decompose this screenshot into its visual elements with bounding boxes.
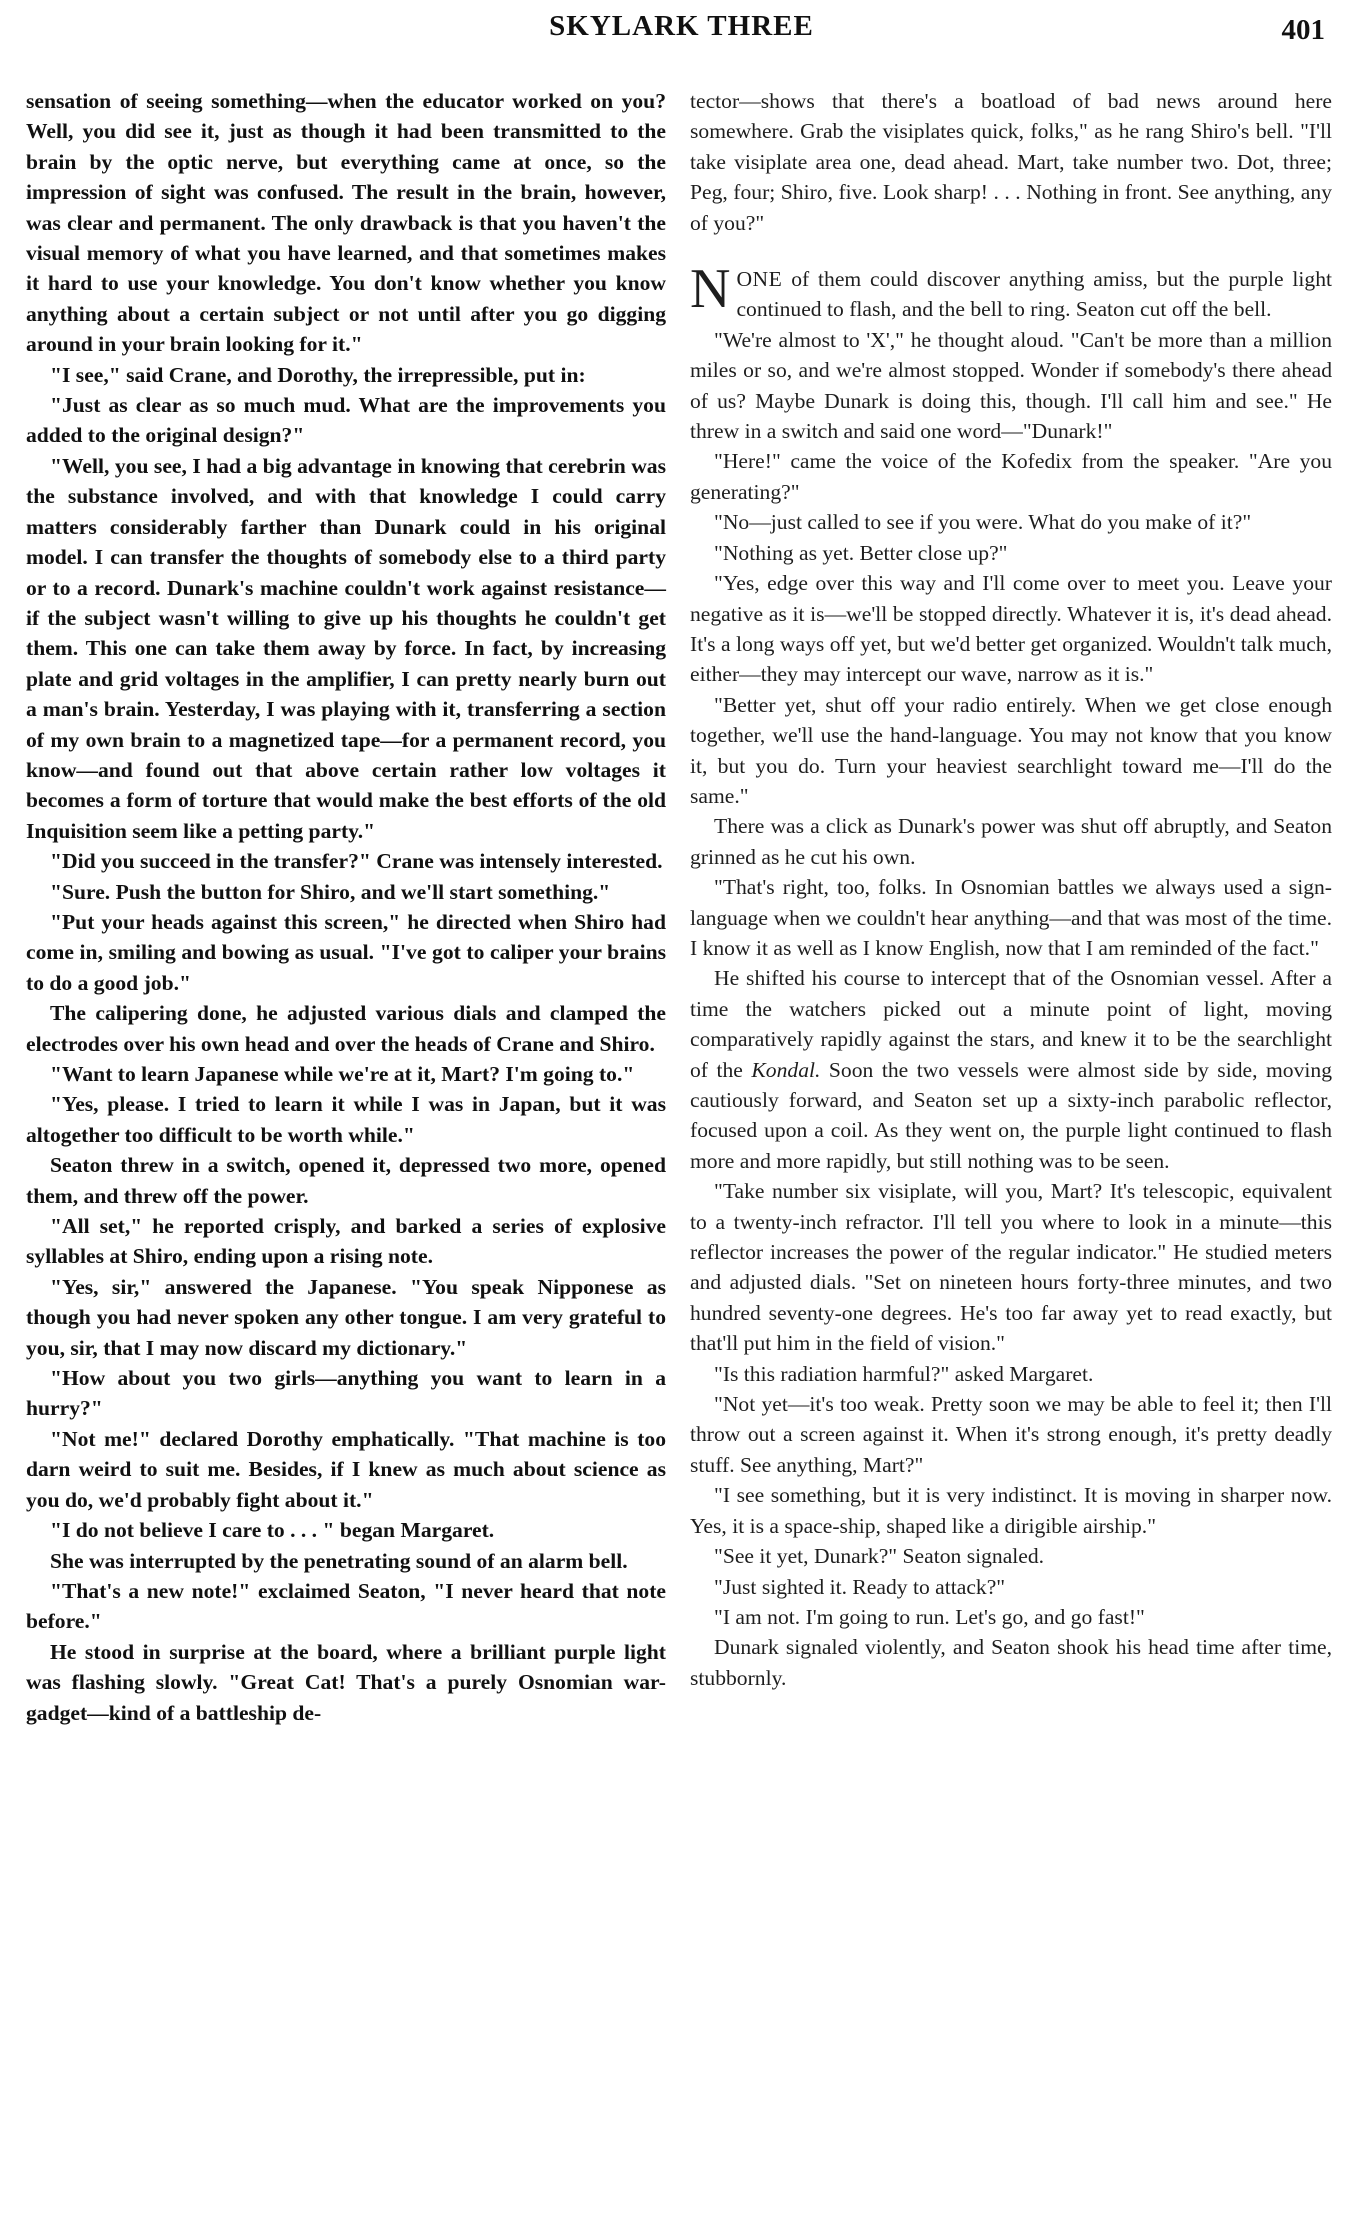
paragraph: "Take number six visiplate, will you, Mart? It's telescopic, equivalent to a twenty-inch refractor. I'll tell you where to look in a minute—this reflector increases the power of the regular indicator." He studied meters and adjusted dials. "Set on nineteen hours forty-three minutes, and two hundred seventy-one degrees. He's too far away yet to read exactly, but that'll put him in the field of vision." bbox=[690, 1179, 1332, 1356]
left-column bbox=[26, 86, 666, 1728]
paragraph: "See it yet, Dunark?" Seaton signaled. bbox=[714, 1544, 1045, 1569]
paragraph: "Nothing as yet. Better close up?" bbox=[714, 540, 1008, 565]
paragraph: "That's a new note!" exclaimed Seaton, "I never heard that note before." bbox=[26, 1578, 666, 1634]
paragraph-kondal bbox=[690, 963, 1332, 1176]
paragraph: He stood in surprise at the board, where a brilliant purple light was flashing slowly. "Great Cat! That's a purely Osnomian war-gadget—kind of a battleship de- bbox=[26, 1639, 666, 1725]
paragraph: "I am not. I'm going to run. Let's go, and go fast!" bbox=[714, 1604, 1145, 1629]
paragraph: "All set," he reported crisply, and barked a series of explosive syllables at Shiro, ending upon a rising note. bbox=[26, 1214, 666, 1269]
paragraph: "Not me!" declared Dorothy emphatically. "That machine is too darn weird to suit me. Besides, if I knew as much about science as you do, we'd probably fight about it." bbox=[26, 1426, 666, 1512]
paragraph: She was interrupted by the penetrating sound of an alarm bell. bbox=[50, 1548, 628, 1573]
paragraph: sensation of seeing something—when the educator worked on you? Well, you did see it, just as though it had been transmitted to the brain by the optic nerve, but everything came at once, so the impression of sight was confused. The result in the brain, however, was clear and permanent. The only drawback is that you haven't the visual memory of what you have learned, and that sometimes makes it hard to use your knowledge. You don't know whether you know anything about a certain subject or not until after you go digging around in your brain looking for it." bbox=[26, 89, 666, 357]
paragraph: "I do not believe I care to . . . " began Margaret. bbox=[50, 1518, 495, 1543]
drop-cap: N bbox=[690, 258, 731, 321]
page-number: 401 bbox=[1281, 14, 1325, 46]
paragraph: "Not yet—it's too weak. Pretty soon we may be able to feel it; then I'll throw out a screen against it. When it's strong enough, it's pretty deadly stuff. See anything, Mart?" bbox=[690, 1392, 1332, 1477]
paragraph: "Just sighted it. Ready to attack?" bbox=[714, 1574, 1006, 1599]
paragraph: Seaton threw in a switch, opened it, depressed two more, opened them, and threw off the power. bbox=[26, 1153, 666, 1208]
paragraph: "Yes, edge over this way and I'll come over to meet you. Leave your negative as it is—we'll be stopped directly. Whatever it is, it's dead ahead. It's a long ways off yet, but we'd better get organized. Wouldn't talk much, either—they may intercept our wave, narrow as it is." bbox=[690, 571, 1332, 687]
ship-name: Kondal. bbox=[751, 1057, 821, 1082]
paragraph: "Here!" came the voice of the Kofedix from the speaker. "Are you generating?" bbox=[690, 449, 1332, 504]
paragraph-text: of them could discover anything amiss, but the purple light continued to flash, and the bell to ring. Seaton cut off the bell. bbox=[736, 267, 1332, 322]
paragraph: "We're almost to 'X'," he thought aloud. "Can't be more than a million miles or so, and we're almost stopped. Wonder if somebody's there ahead of us? Maybe Dunark is doing this, though. I'll call him and see." He threw in a switch and said one word—"Dunark!" bbox=[690, 327, 1332, 444]
paragraph: "Did you succeed in the transfer?" Crane was intensely interested. bbox=[50, 849, 663, 874]
paragraph: "Sure. Push the button for Shiro, and we'll start something." bbox=[50, 879, 611, 904]
paragraph: "Just as clear as so much mud. What are the improvements you added to the original design?" bbox=[26, 393, 666, 448]
paragraph: "Yes, sir," answered the Japanese. "You speak Nipponese as though you had never spoken any other tongue. I am very grateful to you, sir, that I may now discard my dictionary." bbox=[26, 1274, 666, 1360]
running-title: SKYLARK THREE bbox=[549, 10, 814, 42]
paragraph: "I see something, but it is very indistinct. It is moving in sharper now. Yes, it is a space-ship, shaped like a dirigible airship." bbox=[690, 1483, 1332, 1538]
paragraph: There was a click as Dunark's power was shut off abruptly, and Seaton grinned as he cut his own. bbox=[690, 814, 1332, 869]
paragraph: "Want to learn Japanese while we're at it, Mart? I'm going to." bbox=[50, 1062, 635, 1086]
paragraph: tector—shows that there's a boatload of bad news around here somewhere. Grab the visiplates quick, folks," as he rang Shiro's bell. "I'll take visiplate area one, dead ahead. Mart, take number two. Dot, three; Peg, four; Shiro, five. Look sharp! . . . Nothing in front. See anything, any of you?" bbox=[690, 89, 1332, 235]
paragraph: "Better yet, shut off your radio entirely. When we get close enough together, we'll use the hand-language. You may not know that you know it, but you do. Turn your heaviest searchlight toward me—I'll do the same." bbox=[690, 692, 1332, 808]
paragraph: "How about you two girls—anything you want to learn in a hurry?" bbox=[26, 1366, 666, 1421]
section-opening-paragraph bbox=[690, 258, 1332, 325]
paragraph: The calipering done, he adjusted various dials and clamped the electrodes over his own head and over the heads of Crane and Shiro. bbox=[26, 1001, 666, 1056]
paragraph: "I see," said Crane, and Dorothy, the irrepressible, put in: bbox=[50, 362, 586, 387]
paragraph: "That's right, too, folks. In Osnomian battles we always used a sign-language when we couldn't hear anything—and that was most of the time. I know it as well as I know English, now that I am reminded of the fact." bbox=[690, 875, 1332, 960]
paragraph-text: He shifted his course to intercept that of the Osnomian vessel. After a time the watchers picked out a minute point of light, moving comparatively rapidly against the stars, and knew it to be the searchlight of the bbox=[690, 966, 1332, 1082]
paragraph: "Well, you see, I had a big advantage in knowing that cerebrin was the substance involved, and with that knowledge I could carry matters considerably farther than Dunark could in his original model. I can transfer the thoughts of somebody else to a third party or to a record. Dunark's machine couldn't work against resistance—if the subject wasn't willing to give up his thoughts he couldn't get them. This one can take them away by force. In fact, by increasing plate and grid voltages in the amplifier, I can pretty nearly burn out a man's brain. Yesterday, I was playing with it, transferring a section of my own brain to a magnetized tape—for a permanent record, you know—and found out that above certain rather low voltages it becomes a form of torture that would make the best efforts of the old Inquisition seem like a petting party." bbox=[26, 453, 666, 843]
paragraph: Dunark signaled violently, and Seaton shook his head time after time, stubbornly. bbox=[690, 1635, 1332, 1690]
running-header bbox=[0, 10, 1363, 50]
paragraph: "Put your heads against this screen," he directed when Shiro had come in, smiling and bowing as usual. "I've got to caliper your brains to do a good job." bbox=[26, 909, 666, 995]
drop-cap-word: ONE bbox=[736, 267, 783, 292]
paragraph-text: Soon the two vessels were almost side by side, moving cautiously forward, and Seaton set up a sixty-inch parabolic reflector, focused upon a coil. As they went on, the purple light continued to flash more and more rapidly, but still nothing was to be seen. bbox=[690, 1057, 1332, 1173]
paragraph: "No—just called to see if you were. What do you make of it?" bbox=[714, 510, 1252, 535]
paragraph: "Yes, please. I tried to learn it while I was in Japan, but it was altogether too difficult to be worth while." bbox=[26, 1092, 666, 1147]
paragraph: "Is this radiation harmful?" asked Margaret. bbox=[714, 1361, 1094, 1386]
right-column bbox=[690, 86, 1332, 1693]
